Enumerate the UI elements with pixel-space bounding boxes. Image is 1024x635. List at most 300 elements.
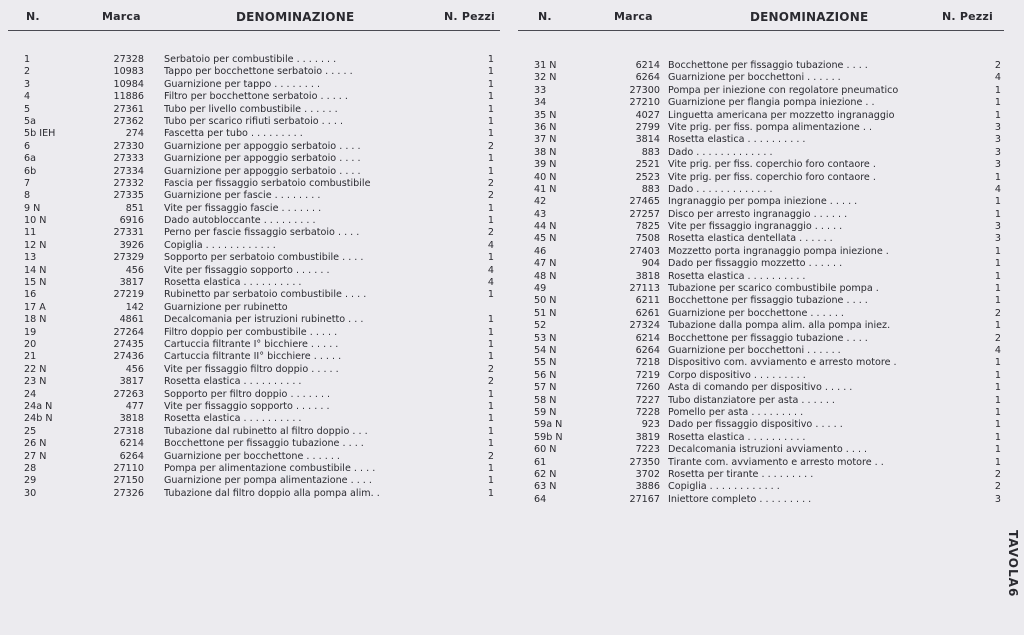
part-code: 27361 [113, 103, 144, 115]
piece-count: 2 [994, 60, 1001, 71]
table-row [518, 444, 1004, 456]
part-description: Mozzetto porta ingranaggio pompa iniezione . [668, 245, 889, 257]
item-number: 17 A [24, 301, 46, 313]
item-number: 40 N [534, 171, 557, 183]
part-description: Ingranaggio per pompa iniezione . . . . . [668, 196, 858, 208]
table-row [518, 233, 1004, 245]
part-description: Disco per arresto ingranaggio . . . . . . [668, 208, 848, 220]
item-number: 4 [24, 91, 31, 103]
item-number: 36 N [534, 121, 557, 133]
item-number: 38 N [534, 146, 557, 158]
part-code: 27334 [113, 165, 144, 177]
part-code: 27436 [113, 351, 144, 363]
table-row [518, 122, 1004, 134]
part-description: Tubazione per scarico combustibile pompa . [668, 283, 879, 295]
table-row [518, 432, 1004, 444]
item-number: 19 [24, 326, 37, 338]
part-description: Rubinetto par serbatoio combustibile . . . . [164, 289, 367, 301]
table-row [518, 258, 1004, 270]
part-description: Guarnizione per rubinetto [164, 301, 288, 313]
table-row [518, 221, 1004, 233]
part-description: Bocchettone per fissaggio tubazione . . . . [164, 438, 364, 450]
item-number: 52 [534, 320, 547, 332]
piece-count: 1 [487, 338, 494, 350]
part-code: 27330 [113, 140, 144, 152]
part-description: Bocchettone per fissaggio tubazione . . . . [668, 60, 868, 71]
part-description: Pomello per asta . . . . . . . . . [668, 406, 804, 418]
piece-count: 1 [994, 245, 1001, 257]
piece-count: 1 [994, 109, 1001, 121]
piece-count: 1 [487, 388, 494, 400]
header-denominazione: DENOMINAZIONE [236, 10, 355, 24]
part-code: 2523 [635, 171, 660, 183]
parts-rows-left [8, 54, 500, 500]
part-description: Vite prig. per fiss. coperchio foro contaore . [668, 159, 876, 171]
part-description: Rosetta elastica . . . . . . . . . . [668, 134, 806, 146]
table-row [8, 240, 500, 252]
table-row [8, 475, 500, 487]
item-number: 15 N [24, 277, 47, 289]
item-number: 23 N [24, 376, 47, 388]
part-code: 27150 [113, 475, 144, 487]
part-description: Dado autobloccante . . . . . . . . . [164, 215, 316, 227]
part-code: 3818 [119, 413, 144, 425]
table-row [518, 407, 1004, 419]
part-code: 10983 [113, 66, 144, 78]
part-code: 27219 [113, 289, 144, 301]
piece-count: 3 [994, 221, 1001, 233]
part-code: 4027 [635, 109, 660, 121]
part-description: Rosetta elastica . . . . . . . . . . [164, 413, 302, 425]
part-description: Tubo per livello combustibile . . . . . . [164, 103, 338, 115]
item-number: 53 N [534, 332, 557, 344]
part-code: 2799 [635, 121, 660, 133]
part-code: 27435 [113, 338, 144, 350]
item-number: 8 [24, 190, 31, 202]
piece-count: 1 [487, 351, 494, 363]
parts-column-left [8, 6, 500, 499]
piece-count: 1 [994, 97, 1001, 109]
part-code: 3926 [119, 239, 144, 251]
part-description: Guarnizione per appoggio serbatoio . . . . [164, 140, 361, 152]
part-code: 7223 [635, 444, 660, 456]
table-row [518, 271, 1004, 283]
part-description: Vite prig. per fiss. pompa alimentazione . . [668, 121, 872, 133]
item-number: 10 N [24, 215, 47, 227]
piece-count: 1 [994, 196, 1001, 208]
part-description: Guarnizione per tappo . . . . . . . . [164, 78, 320, 90]
piece-count: 1 [994, 406, 1001, 418]
part-description: Vite per fissaggio sopporto . . . . . . [164, 400, 330, 412]
table-row [518, 333, 1004, 345]
part-code: 10984 [113, 78, 144, 90]
part-code: 7219 [635, 369, 660, 381]
piece-count: 2 [994, 481, 1001, 493]
column-header [518, 6, 1004, 30]
piece-count: 1 [487, 115, 494, 127]
parts-rows-right [518, 60, 1004, 506]
table-row [8, 227, 500, 239]
piece-count: 3 [994, 121, 1001, 133]
part-code: 4861 [119, 314, 144, 326]
table-row [8, 54, 500, 66]
table-row [8, 265, 500, 277]
piece-count: 4 [994, 183, 1001, 195]
part-description: Bocchettone per fissaggio tubazione . . . . [668, 295, 868, 307]
table-row [518, 209, 1004, 221]
table-row [8, 153, 500, 165]
item-number: 5 [24, 103, 31, 115]
piece-count: 1 [994, 444, 1001, 456]
piece-count: 1 [487, 475, 494, 487]
header-pezzi: N. Pezzi [444, 10, 495, 23]
part-description: Asta di comando per dispositivo . . . . . [668, 382, 853, 394]
table-row [518, 469, 1004, 481]
part-description: Bocchettone per fissaggio tubazione . . . . [668, 332, 868, 344]
table-row [518, 345, 1004, 357]
table-row [518, 172, 1004, 184]
part-code: 3817 [119, 277, 144, 289]
item-number: 7 [24, 177, 31, 189]
piece-count: 3 [994, 493, 1001, 505]
part-code: 456 [125, 363, 144, 375]
table-row [8, 339, 500, 351]
table-row [8, 252, 500, 264]
item-number: 62 N [534, 468, 557, 480]
table-row [8, 277, 500, 289]
part-code: 6261 [635, 307, 660, 319]
table-row [8, 128, 500, 140]
piece-count: 1 [487, 462, 494, 474]
item-number: 16 [24, 289, 37, 301]
item-number: 58 N [534, 394, 557, 406]
part-code: 274 [125, 128, 144, 140]
part-description: Rosetta elastica . . . . . . . . . . [668, 270, 806, 282]
header-marca: Marca [614, 10, 653, 23]
part-code: 883 [641, 183, 660, 195]
part-code: 27326 [113, 487, 144, 499]
piece-count: 1 [487, 66, 494, 78]
piece-count: 2 [487, 227, 494, 239]
piece-count: 2 [994, 332, 1001, 344]
table-row [8, 203, 500, 215]
item-number: 41 N [534, 183, 557, 195]
piece-count: 1 [994, 258, 1001, 270]
part-code: 6264 [119, 450, 144, 462]
item-number: 34 [534, 97, 547, 109]
table-row [8, 463, 500, 475]
table-row [518, 159, 1004, 171]
piece-count: 1 [994, 431, 1001, 443]
part-description: Dado per fissaggio mozzetto . . . . . . [668, 258, 843, 270]
part-description: Tubo distanziatore per asta . . . . . . [668, 394, 835, 406]
item-number: 56 N [534, 369, 557, 381]
part-code: 904 [641, 258, 660, 270]
part-description: Dado per fissaggio dispositivo . . . . . [668, 419, 843, 431]
piece-count: 4 [487, 239, 494, 251]
piece-count: 1 [487, 314, 494, 326]
part-description: Sopporto per serbatoio combustibile . . . . [164, 252, 364, 264]
table-row [518, 295, 1004, 307]
piece-count: 1 [994, 171, 1001, 183]
table-row [8, 141, 500, 153]
piece-count: 2 [487, 177, 494, 189]
part-description: Pompa per alimentazione combustibile . . . . [164, 462, 376, 474]
part-description: Pompa per iniezione con regolatore pneumatico [668, 84, 899, 96]
part-code: 27329 [113, 252, 144, 264]
part-code: 3886 [635, 481, 660, 493]
piece-count: 1 [994, 382, 1001, 394]
item-number: 30 [24, 487, 37, 499]
part-description: Vite per fissaggio fascie . . . . . . . [164, 202, 322, 214]
piece-count: 1 [994, 357, 1001, 369]
part-code: 142 [125, 301, 144, 313]
table-row [518, 419, 1004, 431]
table-row [8, 178, 500, 190]
parts-column-right [518, 6, 1004, 505]
part-description: Sopporto per filtro doppio . . . . . . . [164, 388, 331, 400]
table-row [8, 116, 500, 128]
part-code: 456 [125, 264, 144, 276]
piece-count: 1 [487, 289, 494, 301]
part-code: 27333 [113, 153, 144, 165]
table-row [8, 438, 500, 450]
piece-count: 4 [994, 344, 1001, 356]
part-code: 7228 [635, 406, 660, 418]
column-header [8, 6, 500, 30]
piece-count: 1 [487, 165, 494, 177]
piece-count: 3 [994, 233, 1001, 245]
item-number: 57 N [534, 382, 557, 394]
plate-label [1004, 530, 1024, 610]
item-number: 1 [24, 54, 31, 65]
part-description: Guarnizione per bocchettoni . . . . . . [668, 72, 841, 84]
piece-count: 1 [994, 270, 1001, 282]
part-code: 7218 [635, 357, 660, 369]
plate-number: 6 [1006, 588, 1020, 597]
item-number: 32 N [534, 72, 557, 84]
item-number: 33 [534, 84, 547, 96]
table-row [8, 401, 500, 413]
piece-count: 1 [487, 438, 494, 450]
part-description: Tubo per scarico rifiuti serbatoio . . . . [164, 115, 344, 127]
item-number: 45 N [534, 233, 557, 245]
table-row [518, 457, 1004, 469]
part-description: Rosetta elastica . . . . . . . . . . [668, 431, 806, 443]
item-number: 20 [24, 338, 37, 350]
piece-count: 1 [994, 208, 1001, 220]
table-row [8, 79, 500, 91]
piece-count: 4 [487, 264, 494, 276]
part-description: Guarnizione per flangia pompa iniezione . . [668, 97, 875, 109]
piece-count: 1 [487, 487, 494, 499]
part-description: Tirante com. avviamento e arresto motore . . [668, 456, 884, 468]
part-code: 6264 [635, 72, 660, 84]
table-row [518, 134, 1004, 146]
item-number: 43 [534, 208, 547, 220]
table-row [8, 91, 500, 103]
piece-count: 1 [994, 369, 1001, 381]
part-code: 27210 [629, 97, 660, 109]
part-description: Rosetta per tirante . . . . . . . . . [668, 468, 814, 480]
part-description: Copiglia . . . . . . . . . . . . [164, 239, 276, 251]
piece-count: 1 [487, 78, 494, 90]
table-row [518, 370, 1004, 382]
table-row [8, 413, 500, 425]
item-number: 31 N [534, 60, 557, 71]
part-code: 6916 [119, 215, 144, 227]
piece-count: 2 [487, 140, 494, 152]
item-number: 29 [24, 475, 37, 487]
table-row [8, 364, 500, 376]
table-row [518, 60, 1004, 72]
part-code: 27362 [113, 115, 144, 127]
piece-count: 1 [994, 419, 1001, 431]
piece-count: 1 [994, 295, 1001, 307]
part-description: Guarnizione per bocchettoni . . . . . . [668, 344, 841, 356]
item-number: 37 N [534, 134, 557, 146]
piece-count: 1 [487, 202, 494, 214]
header-marca: Marca [102, 10, 141, 23]
table-row [8, 351, 500, 363]
part-description: Serbatoio per combustibile . . . . . . . [164, 54, 337, 65]
table-row [8, 166, 500, 178]
part-description: Tubazione dal rubinetto al filtro doppio . . . [164, 425, 368, 437]
part-description: Rosetta elastica dentellata . . . . . . [668, 233, 833, 245]
piece-count: 3 [994, 159, 1001, 171]
part-description: Perno per fascie fissaggio serbatoio . . . . [164, 227, 360, 239]
table-row [8, 190, 500, 202]
part-description: Tubazione dalla pompa alim. alla pompa iniez. [668, 320, 891, 332]
item-number: 27 N [24, 450, 47, 462]
item-number: 59b N [534, 431, 563, 443]
item-number: 59a N [534, 419, 563, 431]
part-description: Copiglia . . . . . . . . . . . . [668, 481, 780, 493]
table-row [8, 302, 500, 314]
part-code: 883 [641, 146, 660, 158]
table-row [518, 184, 1004, 196]
item-number: 61 [534, 456, 547, 468]
part-description: Decalcomania per istruzioni rubinetto . . . [164, 314, 364, 326]
part-description: Linguetta americana per mozzetto ingranaggio [668, 109, 895, 121]
table-row [8, 66, 500, 78]
item-number: 26 N [24, 438, 47, 450]
table-row [8, 104, 500, 116]
table-row [518, 72, 1004, 84]
table-row [518, 110, 1004, 122]
table-row [518, 246, 1004, 258]
part-code: 27264 [113, 326, 144, 338]
piece-count: 1 [487, 128, 494, 140]
item-number: 42 [534, 196, 547, 208]
piece-count: 4 [487, 277, 494, 289]
piece-count: 1 [994, 84, 1001, 96]
item-number: 5b IEH [24, 128, 56, 140]
part-code: 6264 [635, 344, 660, 356]
table-row [8, 426, 500, 438]
piece-count: 2 [994, 307, 1001, 319]
item-number: 21 [24, 351, 37, 363]
item-number: 28 [24, 462, 37, 474]
part-code: 27113 [629, 283, 660, 295]
table-row [518, 481, 1004, 493]
item-number: 24b N [24, 413, 53, 425]
item-number: 25 [24, 425, 37, 437]
item-number: 5a [24, 115, 36, 127]
part-code: 27332 [113, 177, 144, 189]
part-code: 7227 [635, 394, 660, 406]
part-code: 27318 [113, 425, 144, 437]
part-code: 27350 [629, 456, 660, 468]
part-code: 27465 [629, 196, 660, 208]
item-number: 48 N [534, 270, 557, 282]
part-code: 27257 [629, 208, 660, 220]
piece-count: 1 [994, 394, 1001, 406]
part-description: Dado . . . . . . . . . . . . . [668, 146, 773, 158]
piece-count: 1 [994, 283, 1001, 295]
table-row [518, 395, 1004, 407]
part-code: 6214 [635, 332, 660, 344]
item-number: 12 N [24, 239, 47, 251]
part-code: 477 [125, 400, 144, 412]
part-description: Rosetta elastica . . . . . . . . . . [164, 376, 302, 388]
part-description: Guarnizione per bocchettone . . . . . . [668, 307, 844, 319]
item-number: 51 N [534, 307, 557, 319]
header-rule [518, 30, 1004, 31]
table-row [518, 494, 1004, 506]
table-row [518, 97, 1004, 109]
item-number: 50 N [534, 295, 557, 307]
table-row [518, 382, 1004, 394]
piece-count: 1 [487, 400, 494, 412]
item-number: 55 N [534, 357, 557, 369]
part-description: Filtro per bocchettone serbatoio . . . . . [164, 91, 348, 103]
item-number: 13 [24, 252, 37, 264]
table-row [8, 389, 500, 401]
part-code: 27263 [113, 388, 144, 400]
part-code: 3818 [635, 270, 660, 282]
piece-count: 1 [487, 252, 494, 264]
part-description: Vite per fissaggio filtro doppio . . . . . [164, 363, 339, 375]
table-row [8, 314, 500, 326]
header-rule [8, 30, 500, 31]
part-code: 3819 [635, 431, 660, 443]
table-row [8, 488, 500, 500]
piece-count: 1 [487, 215, 494, 227]
item-number: 44 N [534, 221, 557, 233]
piece-count: 1 [487, 425, 494, 437]
piece-count: 1 [487, 54, 494, 65]
item-number: 46 [534, 245, 547, 257]
item-number: 9 N [24, 202, 41, 214]
part-code: 3814 [635, 134, 660, 146]
part-code: 6214 [119, 438, 144, 450]
item-number: 49 [534, 283, 547, 295]
item-number: 47 N [534, 258, 557, 270]
table-row [8, 376, 500, 388]
item-number: 63 N [534, 481, 557, 493]
part-description: Guarnizione per appoggio serbatoio . . . . [164, 165, 361, 177]
item-number: 24a N [24, 400, 53, 412]
item-number: 24 [24, 388, 37, 400]
part-code: 27110 [113, 462, 144, 474]
part-code: 27300 [629, 84, 660, 96]
part-code: 6214 [635, 60, 660, 71]
piece-count: 1 [487, 326, 494, 338]
item-number: 14 N [24, 264, 47, 276]
part-code: 923 [641, 419, 660, 431]
part-description: Dispositivo com. avviamento e arresto motore . [668, 357, 897, 369]
